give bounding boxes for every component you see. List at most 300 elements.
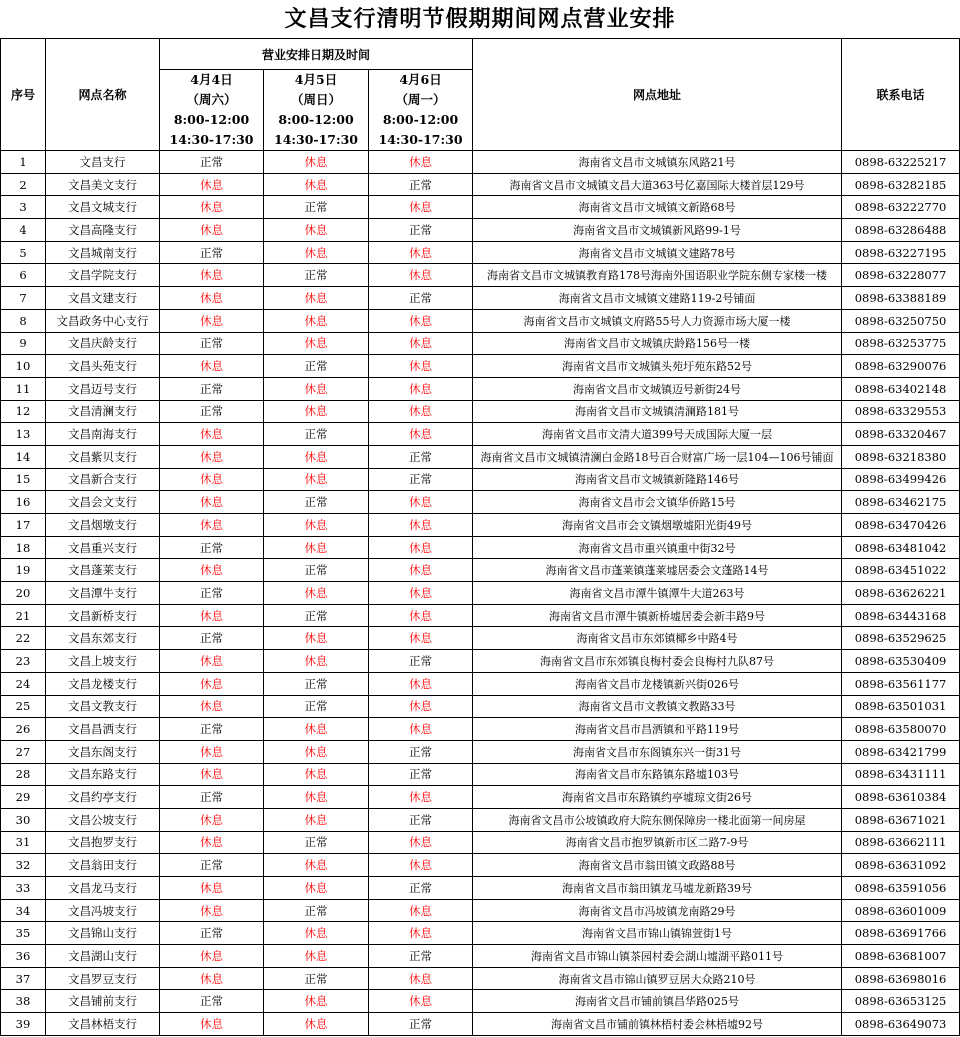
branch-name-cell: 文昌林梧支行 [46,1013,160,1036]
status-apr6-cell: 正常 [369,219,473,242]
morning-hours: 8:00-12:00 [278,112,354,127]
status-apr6-cell: 正常 [369,287,473,310]
phone-cell: 0898-63250750 [842,309,960,332]
header-phone: 联系电话 [842,39,960,151]
seq-cell: 22 [1,627,46,650]
seq-cell: 25 [1,695,46,718]
status-apr6-cell: 休息 [369,355,473,378]
status-apr4-cell: 休息 [160,491,264,514]
address-cell: 海南省文昌市文城镇迈号新街24号 [473,377,842,400]
address-cell: 海南省文昌市文城镇教育路178号海南外国语职业学院东侧专家楼一楼 [473,264,842,287]
header-date-1 [160,70,264,151]
status-apr6-cell: 休息 [369,582,473,605]
status-apr5-cell: 正常 [264,559,369,582]
phone-cell: 0898-63218380 [842,445,960,468]
status-apr6-cell: 休息 [369,241,473,264]
phone-cell: 0898-63470426 [842,514,960,537]
branch-name-cell: 文昌头苑支行 [46,355,160,378]
status-apr6-cell: 休息 [369,151,473,174]
status-apr6-cell: 休息 [369,672,473,695]
status-apr4-cell: 正常 [160,536,264,559]
status-apr6-cell: 正常 [369,945,473,968]
seq-cell: 36 [1,945,46,968]
seq-cell: 14 [1,445,46,468]
branch-name-cell: 文昌龙马支行 [46,877,160,900]
phone-cell: 0898-63228077 [842,264,960,287]
address-cell: 海南省文昌市铺前镇林梧村委会林梧墟92号 [473,1013,842,1036]
table-row [1,423,960,446]
status-apr5-cell: 休息 [264,922,369,945]
status-apr5-cell: 休息 [264,287,369,310]
status-apr5-cell: 正常 [264,491,369,514]
phone-cell: 0898-63662111 [842,831,960,854]
table-row [1,854,960,877]
status-apr6-cell: 正常 [369,468,473,491]
status-apr4-cell: 休息 [160,514,264,537]
phone-cell: 0898-63451022 [842,559,960,582]
seq-cell: 39 [1,1013,46,1036]
status-apr4-cell: 休息 [160,219,264,242]
status-apr4-cell: 休息 [160,763,264,786]
address-cell: 海南省文昌市铺前镇昌华路025号 [473,990,842,1013]
address-cell: 海南省文昌市东路镇东路墟103号 [473,763,842,786]
status-apr5-cell: 休息 [264,241,369,264]
status-apr4-cell: 正常 [160,990,264,1013]
address-cell: 海南省文昌市东路镇约亭墟琼文街26号 [473,786,842,809]
status-apr5-cell: 休息 [264,445,369,468]
seq-cell: 6 [1,264,46,287]
seq-cell: 2 [1,173,46,196]
status-apr5-cell: 休息 [264,1013,369,1036]
status-apr5-cell: 休息 [264,650,369,673]
status-apr4-cell: 正常 [160,627,264,650]
status-apr6-cell: 休息 [369,786,473,809]
seq-cell: 20 [1,582,46,605]
status-apr4-cell: 正常 [160,922,264,945]
address-cell: 海南省文昌市会文镇烟墩墟阳光街49号 [473,514,842,537]
status-apr6-cell: 正常 [369,740,473,763]
branch-name-cell: 文昌翁田支行 [46,854,160,877]
seq-cell: 32 [1,854,46,877]
status-apr5-cell: 正常 [264,672,369,695]
date-label: 4月5日 [294,72,338,87]
branch-name-cell: 文昌文教支行 [46,695,160,718]
status-apr6-cell: 休息 [369,967,473,990]
branch-name-cell: 文昌公坡支行 [46,808,160,831]
status-apr5-cell: 休息 [264,945,369,968]
table-row [1,400,960,423]
address-cell: 海南省文昌市锦山镇锦萱街1号 [473,922,842,945]
phone-cell: 0898-63481042 [842,536,960,559]
phone-cell: 0898-63443168 [842,604,960,627]
seq-cell: 38 [1,990,46,1013]
status-apr6-cell: 休息 [369,491,473,514]
table-row [1,468,960,491]
address-cell: 海南省文昌市蓬莱镇蓬莱墟居委会文蓬路14号 [473,559,842,582]
page-title: 文昌支行清明节假期期间网点营业安排 [284,6,676,32]
table-row [1,332,960,355]
branch-name-cell: 文昌高隆支行 [46,219,160,242]
status-apr5-cell: 休息 [264,400,369,423]
table-row [1,491,960,514]
seq-cell: 29 [1,786,46,809]
status-apr6-cell: 休息 [369,400,473,423]
table-row [1,922,960,945]
status-apr6-cell: 休息 [369,332,473,355]
table-row [1,514,960,537]
table-row [1,899,960,922]
seq-cell: 37 [1,967,46,990]
address-cell: 海南省文昌市龙楼镇新兴街026号 [473,672,842,695]
table-row [1,241,960,264]
header-seq: 序号 [1,39,46,151]
status-apr5-cell: 休息 [264,514,369,537]
status-apr5-cell: 正常 [264,423,369,446]
address-cell: 海南省文昌市文教镇文教路33号 [473,695,842,718]
table-row [1,377,960,400]
status-apr6-cell: 休息 [369,695,473,718]
status-apr4-cell: 休息 [160,899,264,922]
status-apr5-cell: 休息 [264,877,369,900]
address-cell: 海南省文昌市文城镇东风路21号 [473,151,842,174]
table-row [1,604,960,627]
phone-cell: 0898-63499426 [842,468,960,491]
phone-cell: 0898-63671021 [842,808,960,831]
phone-cell: 0898-63691766 [842,922,960,945]
branch-name-cell: 文昌清澜支行 [46,400,160,423]
address-cell: 海南省文昌市文城镇头苑圩苑东路52号 [473,355,842,378]
branch-name-cell: 文昌城南支行 [46,241,160,264]
status-apr5-cell: 休息 [264,718,369,741]
address-cell: 海南省文昌市翁田镇文政路88号 [473,854,842,877]
status-apr6-cell: 正常 [369,445,473,468]
address-cell: 海南省文昌市文城镇文新路68号 [473,196,842,219]
branch-name-cell: 文昌迈号支行 [46,377,160,400]
status-apr4-cell: 休息 [160,1013,264,1036]
header-branch-name: 网点名称 [46,39,160,151]
phone-cell: 0898-63227195 [842,241,960,264]
date-label: 4月4日 [190,72,233,87]
status-apr4-cell: 正常 [160,718,264,741]
header-address: 网点地址 [473,39,842,151]
phone-cell: 0898-63610384 [842,786,960,809]
morning-hours: 8:00-12:00 [382,112,459,127]
branch-name-cell: 文昌烟墩支行 [46,514,160,537]
address-cell: 海南省文昌市文城镇文建路78号 [473,241,842,264]
status-apr6-cell: 正常 [369,877,473,900]
table-row [1,990,960,1013]
table-row [1,151,960,174]
address-cell: 海南省文昌市东阁镇东兴一街31号 [473,740,842,763]
phone-cell: 0898-63561177 [842,672,960,695]
afternoon-hours: 14:30-17:30 [169,132,254,147]
branch-name-cell: 文昌庆龄支行 [46,332,160,355]
status-apr5-cell: 休息 [264,763,369,786]
table-row [1,877,960,900]
status-apr5-cell: 休息 [264,627,369,650]
table-row [1,536,960,559]
status-apr4-cell: 正常 [160,400,264,423]
status-apr4-cell: 正常 [160,332,264,355]
address-cell: 海南省文昌市重兴镇重中街32号 [473,536,842,559]
phone-cell: 0898-63649073 [842,1013,960,1036]
status-apr5-cell: 休息 [264,309,369,332]
table-row [1,173,960,196]
status-apr5-cell: 休息 [264,332,369,355]
status-apr6-cell: 休息 [369,514,473,537]
seq-cell: 16 [1,491,46,514]
address-cell: 海南省文昌市锦山镇罗豆居大众路210号 [473,967,842,990]
table-row [1,627,960,650]
status-apr4-cell: 休息 [160,173,264,196]
table-row [1,355,960,378]
phone-cell: 0898-63320467 [842,423,960,446]
branch-name-cell: 文昌东阁支行 [46,740,160,763]
seq-cell: 28 [1,763,46,786]
branch-name-cell: 文昌东郊支行 [46,627,160,650]
seq-cell: 8 [1,309,46,332]
phone-cell: 0898-63290076 [842,355,960,378]
status-apr4-cell: 休息 [160,423,264,446]
branch-name-cell: 文昌冯坡支行 [46,899,160,922]
weekday-label: （周六） [186,92,237,107]
phone-cell: 0898-63681007 [842,945,960,968]
status-apr6-cell: 休息 [369,377,473,400]
address-cell: 海南省文昌市文城镇新隆路146号 [473,468,842,491]
status-apr6-cell: 休息 [369,264,473,287]
status-apr6-cell: 正常 [369,808,473,831]
table-row [1,650,960,673]
address-cell: 海南省文昌市文城镇文府路55号人力资源市场大厦一楼 [473,309,842,332]
table-header [1,39,960,151]
status-apr5-cell: 休息 [264,990,369,1013]
phone-cell: 0898-63591056 [842,877,960,900]
status-apr5-cell: 休息 [264,536,369,559]
phone-cell: 0898-63402148 [842,377,960,400]
address-cell: 海南省文昌市文城镇文建路119-2号铺面 [473,287,842,310]
status-apr4-cell: 正常 [160,854,264,877]
status-apr4-cell: 休息 [160,672,264,695]
status-apr4-cell: 休息 [160,264,264,287]
status-apr4-cell: 休息 [160,808,264,831]
branch-name-cell: 文昌南海支行 [46,423,160,446]
seq-cell: 10 [1,355,46,378]
table-row [1,582,960,605]
seq-cell: 13 [1,423,46,446]
branch-name-cell: 文昌会文支行 [46,491,160,514]
table-row [1,559,960,582]
seq-cell: 15 [1,468,46,491]
phone-cell: 0898-63225217 [842,151,960,174]
seq-cell: 12 [1,400,46,423]
status-apr5-cell: 休息 [264,377,369,400]
table-row [1,264,960,287]
status-apr4-cell: 休息 [160,468,264,491]
status-apr4-cell: 休息 [160,967,264,990]
address-cell: 海南省文昌市文城镇清澜白金路18号百合财富广场一层104—106号铺面 [473,445,842,468]
status-apr5-cell: 休息 [264,786,369,809]
status-apr5-cell: 休息 [264,854,369,877]
branch-schedule-table [0,38,960,1036]
table-row [1,945,960,968]
table-body [1,151,960,1036]
seq-cell: 30 [1,808,46,831]
address-cell: 海南省文昌市潭牛镇潭牛大道263号 [473,582,842,605]
seq-cell: 24 [1,672,46,695]
status-apr4-cell: 休息 [160,559,264,582]
branch-name-cell: 文昌重兴支行 [46,536,160,559]
address-cell: 海南省文昌市东郊镇椰乡中路4号 [473,627,842,650]
phone-cell: 0898-63421799 [842,740,960,763]
seq-cell: 23 [1,650,46,673]
branch-name-cell: 文昌铺前支行 [46,990,160,1013]
branch-name-cell: 文昌抱罗支行 [46,831,160,854]
afternoon-hours: 14:30-17:30 [378,132,463,147]
branch-name-cell: 文昌文城支行 [46,196,160,219]
table-row [1,219,960,242]
branch-name-cell: 文昌湖山支行 [46,945,160,968]
status-apr4-cell: 休息 [160,196,264,219]
status-apr6-cell: 休息 [369,990,473,1013]
seq-cell: 19 [1,559,46,582]
weekday-label: （周一） [395,92,446,107]
status-apr6-cell: 正常 [369,763,473,786]
address-cell: 海南省文昌市冯坡镇龙南路29号 [473,899,842,922]
status-apr6-cell: 休息 [369,196,473,219]
seq-cell: 34 [1,899,46,922]
seq-cell: 31 [1,831,46,854]
address-cell: 海南省文昌市公坡镇政府大院东侧保障房一楼北面第一间房屋 [473,808,842,831]
status-apr5-cell: 休息 [264,740,369,763]
status-apr4-cell: 正常 [160,582,264,605]
status-apr6-cell: 正常 [369,650,473,673]
table-row [1,445,960,468]
seq-cell: 7 [1,287,46,310]
date-label: 4月6日 [399,72,442,87]
phone-cell: 0898-63388189 [842,287,960,310]
branch-name-cell: 文昌新桥支行 [46,604,160,627]
branch-name-cell: 文昌约亭支行 [46,786,160,809]
status-apr4-cell: 休息 [160,740,264,763]
table-row [1,309,960,332]
address-cell: 海南省文昌市文城镇庆龄路156号一楼 [473,332,842,355]
status-apr4-cell: 正常 [160,786,264,809]
seq-cell: 27 [1,740,46,763]
seq-cell: 1 [1,151,46,174]
seq-cell: 35 [1,922,46,945]
header-date-2 [264,70,369,151]
table-row [1,718,960,741]
status-apr5-cell: 休息 [264,468,369,491]
phone-cell: 0898-63529625 [842,627,960,650]
branch-name-cell: 文昌罗豆支行 [46,967,160,990]
phone-cell: 0898-63626221 [842,582,960,605]
header-date-3 [369,70,473,151]
table-row [1,695,960,718]
table-row [1,808,960,831]
status-apr4-cell: 正常 [160,377,264,400]
status-apr5-cell: 休息 [264,151,369,174]
status-apr5-cell: 休息 [264,173,369,196]
phone-cell: 0898-63530409 [842,650,960,673]
phone-cell: 0898-63601009 [842,899,960,922]
branch-name-cell: 文昌文建支行 [46,287,160,310]
status-apr6-cell: 休息 [369,854,473,877]
seq-cell: 21 [1,604,46,627]
status-apr6-cell: 正常 [369,1013,473,1036]
status-apr5-cell: 正常 [264,695,369,718]
status-apr5-cell: 正常 [264,604,369,627]
branch-name-cell: 文昌学院支行 [46,264,160,287]
address-cell: 海南省文昌市文清大道399号天成国际大厦一层 [473,423,842,446]
phone-cell: 0898-63462175 [842,491,960,514]
seq-cell: 3 [1,196,46,219]
status-apr4-cell: 休息 [160,287,264,310]
status-apr5-cell: 正常 [264,899,369,922]
phone-cell: 0898-63253775 [842,332,960,355]
status-apr4-cell: 休息 [160,695,264,718]
address-cell: 海南省文昌市文城镇清澜路181号 [473,400,842,423]
phone-cell: 0898-63222770 [842,196,960,219]
branch-name-cell: 文昌上坡支行 [46,650,160,673]
seq-cell: 11 [1,377,46,400]
status-apr6-cell: 休息 [369,309,473,332]
status-apr6-cell: 正常 [369,173,473,196]
status-apr6-cell: 休息 [369,536,473,559]
header-schedule-group: 营业安排日期及时间 [160,39,473,70]
status-apr6-cell: 休息 [369,899,473,922]
phone-cell: 0898-63631092 [842,854,960,877]
address-cell: 海南省文昌市东郊镇良梅村委会良梅村九队87号 [473,650,842,673]
address-cell: 海南省文昌市锦山镇茶园村委会湖山墟湖平路011号 [473,945,842,968]
phone-cell: 0898-63653125 [842,990,960,1013]
status-apr5-cell: 正常 [264,196,369,219]
table-row [1,287,960,310]
table-row [1,786,960,809]
status-apr6-cell: 休息 [369,559,473,582]
status-apr6-cell: 休息 [369,604,473,627]
status-apr5-cell: 休息 [264,808,369,831]
table-row [1,740,960,763]
status-apr4-cell: 正常 [160,151,264,174]
branch-name-cell: 文昌美文支行 [46,173,160,196]
branch-name-cell: 文昌龙楼支行 [46,672,160,695]
address-cell: 海南省文昌市抱罗镇新市区二路7-9号 [473,831,842,854]
status-apr5-cell: 休息 [264,219,369,242]
status-apr4-cell: 休息 [160,877,264,900]
status-apr4-cell: 休息 [160,945,264,968]
address-cell: 海南省文昌市会文镇华侨路15号 [473,491,842,514]
table-row [1,672,960,695]
status-apr5-cell: 正常 [264,355,369,378]
address-cell: 海南省文昌市文城镇文昌大道363号亿嘉国际大楼首层129号 [473,173,842,196]
table-row [1,831,960,854]
phone-cell: 0898-63431111 [842,763,960,786]
phone-cell: 0898-63286488 [842,219,960,242]
branch-name-cell: 文昌新合支行 [46,468,160,491]
seq-cell: 33 [1,877,46,900]
weekday-label: （周日） [290,92,341,107]
branch-name-cell: 文昌昌洒支行 [46,718,160,741]
status-apr4-cell: 休息 [160,309,264,332]
phone-cell: 0898-63329553 [842,400,960,423]
address-cell: 海南省文昌市潭牛镇新桥墟居委会新丰路9号 [473,604,842,627]
seq-cell: 5 [1,241,46,264]
status-apr6-cell: 休息 [369,718,473,741]
status-apr6-cell: 休息 [369,831,473,854]
branch-name-cell: 文昌锦山支行 [46,922,160,945]
seq-cell: 17 [1,514,46,537]
